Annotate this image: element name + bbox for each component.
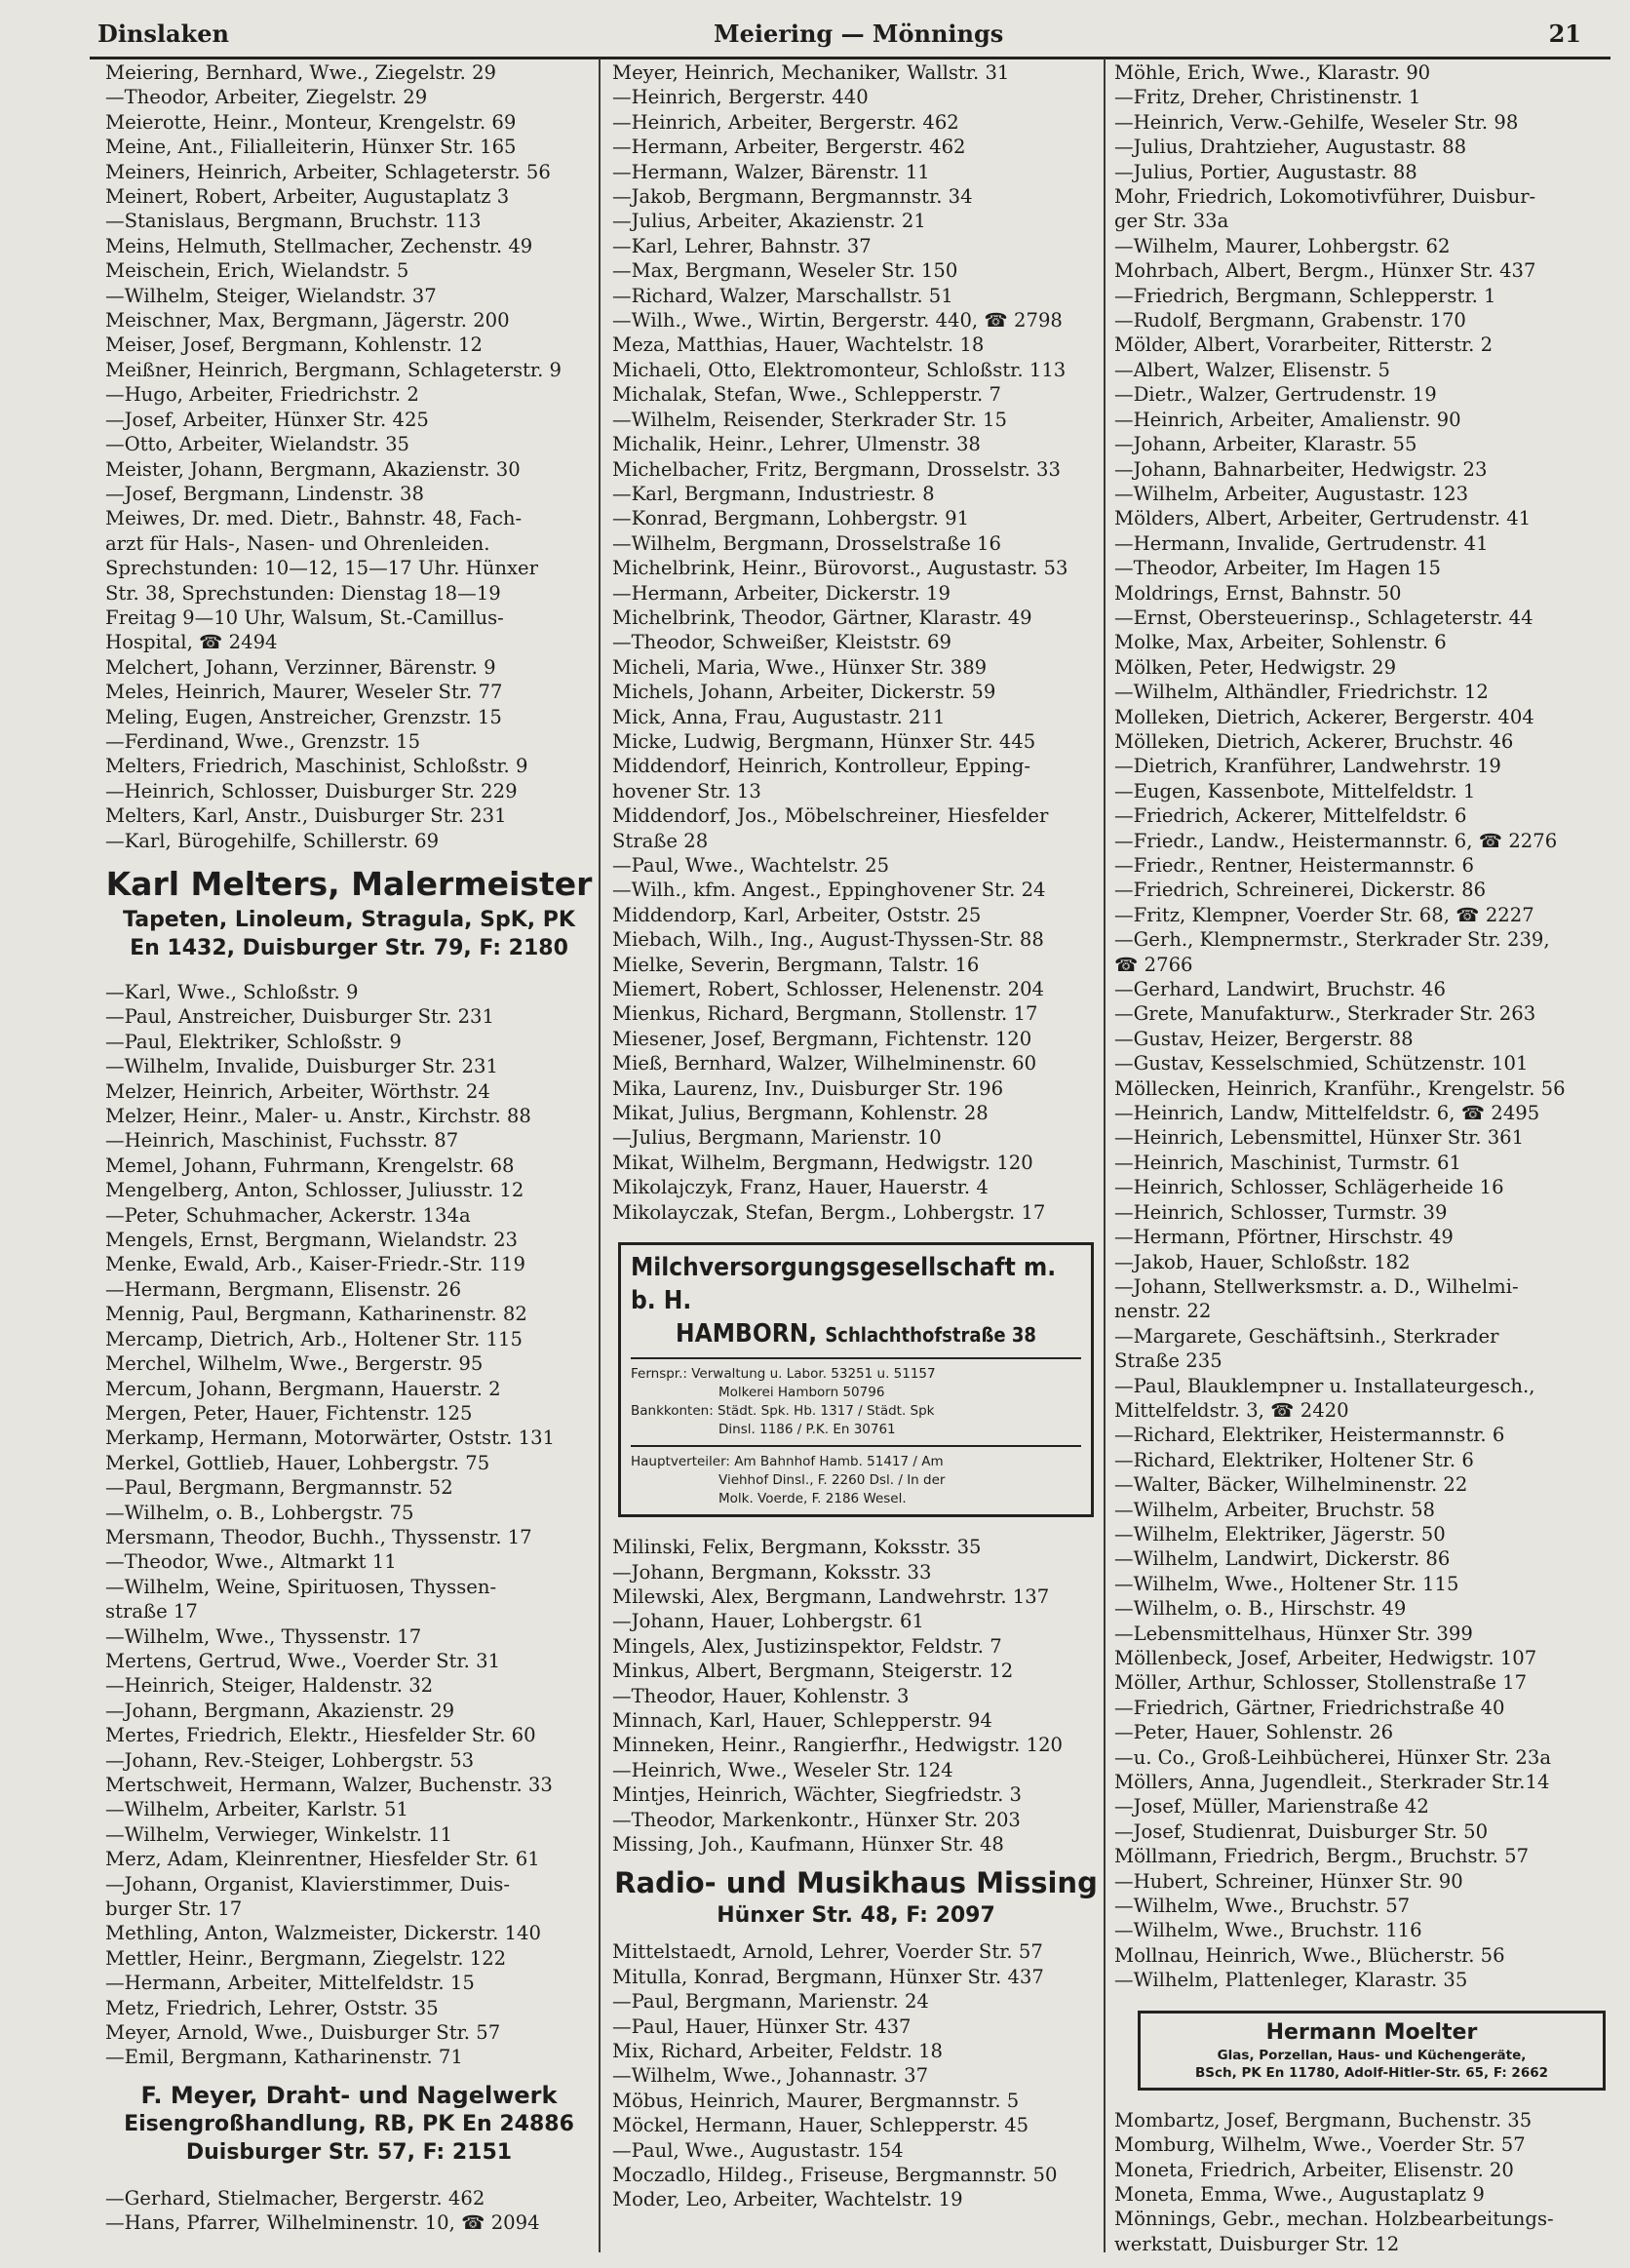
directory-entry: —Wilhelm, Elektriker, Jägerstr. 50 [1114, 1522, 1446, 1545]
directory-entry: Mittelfeldstr. 3, ☎ 2420 [1114, 1398, 1349, 1422]
directory-entry: straße 17 [105, 1600, 198, 1623]
directory-entry: —Gerh., Klempnermstr., Sterkrader Str. 239, [1114, 928, 1550, 952]
directory-entry: —Theodor, Wwe., Altmarkt 11 [105, 1550, 397, 1574]
directory-entry: —Karl, Bergmann, Industriestr. 8 [612, 482, 935, 505]
directory-entry: —Friedrich, Schreinerei, Dickerstr. 86 [1114, 879, 1487, 902]
directory-entry: —Hermann, Walzer, Bärenstr. 11 [612, 160, 930, 183]
directory-entry: —Theodor, Hauer, Kohlenstr. 3 [612, 1684, 910, 1707]
directory-entry: Michelbrink, Theodor, Gärtner, Klarastr. 49 [612, 606, 1032, 629]
directory-entry: Minnach, Karl, Hauer, Schlepperstr. 94 [612, 1708, 992, 1732]
directory-entry: Straße 235 [1114, 1349, 1222, 1373]
directory-entry: —Heinrich, Maschinist, Turmstr. 61 [1114, 1151, 1461, 1174]
directory-entry: Mieß, Bernhard, Walzer, Wilhelminenstr. 60 [612, 1052, 1037, 1075]
directory-entry: —Johann, Rev.-Steiger, Lohbergstr. 53 [105, 1748, 475, 1772]
directory-entry: Mittelstaedt, Arnold, Lehrer, Voerder Str. 57 [612, 1940, 1043, 1964]
directory-entry: Sprechstunden: 10—12, 15—17 Uhr. Hünxer [105, 557, 539, 580]
directory-entry: —Hubert, Schreiner, Hünxer Str. 90 [1114, 1869, 1463, 1893]
directory-entry: Momburg, Wilhelm, Wwe., Voerder Str. 57 [1114, 2133, 1526, 2157]
directory-entry: Meiser, Josef, Bergmann, Kohlenstr. 12 [105, 333, 483, 357]
directory-entry: —Richard, Elektriker, Holtener Str. 6 [1114, 1448, 1474, 1471]
directory-entry: —Wilhelm, Reisender, Sterkrader Str. 15 [612, 408, 1007, 431]
directory-entry: Mitulla, Konrad, Bergmann, Hünxer Str. 437 [612, 1965, 1044, 1988]
directory-entry: —Paul, Anstreicher, Duisburger Str. 231 [105, 1005, 494, 1029]
directory-entry: Mollnau, Heinrich, Wwe., Blücherstr. 56 [1114, 1943, 1505, 1967]
directory-entry: Michelbacher, Fritz, Bergmann, Drosselstr. 33 [612, 457, 1061, 481]
directory-entry: —Paul, Wwe., Wachtelstr. 25 [612, 854, 890, 877]
directory-entry: Michels, Johann, Arbeiter, Dickerstr. 59 [612, 681, 996, 704]
directory-entry: —Richard, Elektriker, Heistermannstr. 6 [1114, 1424, 1505, 1447]
directory-entry: Micheli, Maria, Wwe., Hünxer Str. 389 [612, 655, 988, 679]
directory-entry: —Paul, Hauer, Hünxer Str. 437 [612, 2014, 912, 2038]
directory-entry: Möllers, Anna, Jugendleit., Sterkrader Str.14 [1114, 1771, 1550, 1794]
ad-title: Karl Melters, Malermeister [105, 865, 593, 903]
directory-entry: Miesener, Josef, Bergmann, Fichtenstr. 120 [612, 1027, 1032, 1050]
column-1 [105, 60, 593, 2236]
directory-entry: —Stanislaus, Bergmann, Bruchstr. 113 [105, 210, 482, 233]
directory-entry: —Wilhelm, o. B., Lohbergstr. 75 [105, 1501, 414, 1524]
directory-entry: —Friedr., Landw., Heistermannstr. 6, ☎ 2276 [1114, 829, 1558, 852]
directory-entry: —Gerhard, Landwirt, Bruchstr. 46 [1114, 978, 1446, 1001]
directory-entry: Merchel, Wilhelm, Wwe., Bergerstr. 95 [105, 1352, 484, 1376]
directory-entry: Mingels, Alex, Justizinspektor, Feldstr. 7 [612, 1634, 1002, 1658]
ad-line: Dinsl. 1186 / P.K. En 30761 [718, 1422, 896, 1438]
directory-entry: —Paul, Blauklempner u. Installateurgesch., [1114, 1374, 1535, 1397]
directory-entry: Mikat, Wilhelm, Bergmann, Hedwigstr. 120 [612, 1151, 1033, 1174]
directory-entry: Merkamp, Hermann, Motorwärter, Oststr. 131 [105, 1427, 556, 1450]
directory-entry: —Josef, Bergmann, Lindenstr. 38 [105, 482, 424, 505]
directory-entry: —Wilhelm, Plattenleger, Klarastr. 35 [1114, 1969, 1468, 1992]
column-2 [612, 60, 1100, 2212]
ad-line: Glas, Porzellan, Haus- und Küchengeräte, [1217, 2047, 1527, 2063]
directory-entry: —Theodor, Schweißer, Kleiststr. 69 [612, 631, 951, 654]
directory-entry: —Hermann, Arbeiter, Mittelfeldstr. 15 [105, 1972, 475, 1995]
directory-entry: —Paul, Elektriker, Schloßstr. 9 [105, 1030, 402, 1053]
directory-entry: Mersmann, Theodor, Buchh., Thyssenstr. 17 [105, 1525, 532, 1548]
directory-entry: —Heinrich, Lebensmittel, Hünxer Str. 361 [1114, 1126, 1525, 1150]
directory-entry: —Wilhelm, Arbeiter, Bruchstr. 58 [1114, 1498, 1436, 1521]
directory-entry: —Wilhelm, Wwe., Holtener Str. 115 [1114, 1572, 1459, 1595]
column-3 [1114, 60, 1611, 2256]
directory-entry: —Wilhelm, Verwieger, Winkelstr. 11 [105, 1822, 453, 1846]
directory-entry: Mick, Anna, Frau, Augustastr. 211 [612, 705, 946, 728]
directory-entry: —Paul, Wwe., Augustastr. 154 [612, 2138, 904, 2162]
directory-entry: —Josef, Arbeiter, Hünxer Str. 425 [105, 408, 429, 431]
directory-entry: Meles, Heinrich, Maurer, Weseler Str. 77 [105, 681, 503, 704]
directory-entry: Mix, Richard, Arbeiter, Feldstr. 18 [612, 2040, 944, 2062]
directory-entry: Michalik, Heinr., Lehrer, Ulmenstr. 38 [612, 433, 981, 456]
directory-entry: —Friedr., Rentner, Heistermannstr. 6 [1114, 854, 1474, 877]
directory-entry: Methling, Anton, Walzmeister, Dickerstr. 140 [105, 1922, 541, 1945]
directory-entry: Miemert, Robert, Schlosser, Helenenstr. 204 [612, 978, 1045, 1001]
directory-entry: Mertes, Friedrich, Elektr., Hiesfelder Str. 60 [105, 1724, 536, 1747]
directory-entry: —Fritz, Klempner, Voerder Str. 68, ☎ 2227 [1114, 903, 1534, 926]
directory-entry: Mergen, Peter, Hauer, Fichtenstr. 125 [105, 1401, 473, 1425]
directory-entry: Möllenbeck, Josef, Arbeiter, Hedwigstr. 107 [1114, 1647, 1537, 1669]
directory-entry: Meza, Matthias, Hauer, Wachtelstr. 18 [612, 333, 985, 357]
directory-entry: —Heinrich, Maschinist, Fuchsstr. 87 [105, 1129, 459, 1153]
directory-entry: —Eugen, Kassenbote, Mittelfeldstr. 1 [1114, 779, 1476, 802]
directory-entry: —Ernst, Obersteuerinsp., Schlageterstr. 44 [1114, 606, 1533, 629]
directory-entry: —Theodor, Arbeiter, Ziegelstr. 29 [105, 86, 428, 109]
directory-entry: —Ferdinand, Wwe., Grenzstr. 15 [105, 729, 421, 753]
directory-entry: Melzer, Heinrich, Arbeiter, Wörthstr. 24 [105, 1079, 490, 1103]
directory-entry: —Heinrich, Bergerstr. 440 [612, 86, 869, 109]
directory-entry: burger Str. 17 [105, 1897, 243, 1921]
directory-entry: Meinert, Robert, Arbeiter, Augustaplatz 3 [105, 185, 510, 209]
directory-entry: Menke, Ewald, Arb., Kaiser-Friedr.-Str. 119 [105, 1253, 525, 1276]
directory-entry: Melzer, Heinr., Maler- u. Anstr., Kirchstr. 88 [105, 1105, 531, 1128]
directory-entry: Hospital, ☎ 2494 [105, 631, 278, 654]
directory-entry: —u. Co., Groß-Leihbücherei, Hünxer Str. 23a [1114, 1745, 1551, 1769]
directory-entry: Mölleken, Dietrich, Ackerer, Bruchstr. 46 [1114, 729, 1514, 753]
ad-line: Eisengroßhandlung, RB, PK En 24886 [124, 2111, 574, 2136]
directory-entry: ger Str. 33a [1114, 210, 1229, 233]
directory-entry: —Wilhelm, Invalide, Duisburger Str. 231 [105, 1055, 498, 1078]
directory-entry: Meister, Johann, Bergmann, Akazienstr. 30 [105, 457, 521, 481]
directory-entry: Mercamp, Dietrich, Arb., Holtener Str. 115 [105, 1327, 523, 1350]
ad-line: BSch, PK En 11780, Adolf-Hitler-Str. 65, F: 2662 [1194, 2064, 1549, 2081]
directory-entry: —Wilh., kfm. Angest., Eppinghovener Str. 24 [612, 879, 1046, 902]
directory-entry: —Friedrich, Ackerer, Mittelfeldstr. 6 [1114, 804, 1467, 828]
directory-entry: —Hermann, Arbeiter, Bergerstr. 462 [612, 136, 966, 159]
directory-entry: Miebach, Wilh., Ing., August-Thyssen-Str. 88 [612, 928, 1044, 952]
directory-entry: Mikat, Julius, Bergmann, Kohlenstr. 28 [612, 1102, 989, 1125]
directory-entry: Meyer, Arnold, Wwe., Duisburger Str. 57 [105, 2021, 501, 2045]
directory-entry: Meißner, Heinrich, Bergmann, Schlageterstr. 9 [105, 358, 563, 381]
directory-entry: —Dietr., Walzer, Gertrudenstr. 19 [1114, 383, 1437, 407]
directory-entry: Minkus, Albert, Bergmann, Steigerstr. 12 [612, 1660, 1014, 1683]
ad-line: Tapeten, Linoleum, Stragula, SpK, PK [123, 908, 575, 932]
header-city: Dinslaken [97, 20, 229, 48]
directory-entry: Möllecken, Heinrich, Kranführ., Krengelstr. 56 [1114, 1076, 1566, 1100]
ad-line: Molkerei Hamborn 50796 [718, 1385, 885, 1401]
directory-entry: Mertens, Gertrud, Wwe., Voerder Str. 31 [105, 1649, 501, 1672]
directory-entry: ☎ 2766 [1114, 953, 1193, 976]
directory-entry: —Otto, Arbeiter, Wielandstr. 35 [105, 433, 410, 456]
directory-entry: —Wilhelm, Wwe., Bruchstr. 116 [1114, 1919, 1422, 1942]
directory-entry: —Heinrich, Arbeiter, Amalienstr. 90 [1114, 408, 1461, 431]
directory-entry: —Hans, Pfarrer, Wilhelminenstr. 10, ☎ 2094 [105, 2211, 540, 2235]
directory-entry: —Wilhelm, Bergmann, Drosselstraße 16 [612, 531, 1001, 555]
directory-entry: Memel, Johann, Fuhrmann, Krengelstr. 68 [105, 1154, 515, 1177]
directory-entry: Möckel, Hermann, Hauer, Schlepperstr. 45 [612, 2114, 1029, 2137]
directory-entry: —Johann, Hauer, Lohbergstr. 61 [612, 1610, 924, 1633]
directory-entry: Mönnings, Gebr., mechan. Holzbearbeitungs- [1114, 2208, 1554, 2231]
directory-entry: —Peter, Hauer, Sohlenstr. 26 [1114, 1721, 1394, 1744]
directory-entry: Michalak, Stefan, Wwe., Schlepperstr. 7 [612, 383, 1001, 407]
directory-entry: —Wilhelm, o. B., Hirschstr. 49 [1114, 1597, 1407, 1621]
directory-entry: Meischein, Erich, Wielandstr. 5 [105, 259, 409, 283]
directory-entry: —Friedrich, Gärtner, Friedrichstraße 40 [1114, 1696, 1505, 1719]
directory-entry: —Julius, Drahtzieher, Augustastr. 88 [1114, 136, 1467, 159]
directory-entry: Möller, Arthur, Schlosser, Stollenstraße 17 [1114, 1671, 1528, 1695]
directory-entry: —Wilh., Wwe., Wirtin, Bergerstr. 440, ☎ 2798 [612, 309, 1063, 332]
directory-entry: —Heinrich, Landw, Mittelfeldstr. 6, ☎ 2495 [1114, 1102, 1540, 1125]
directory-entry: —Heinrich, Wwe., Weseler Str. 124 [612, 1758, 953, 1781]
directory-entry: Mengels, Ernst, Bergmann, Wielandstr. 23 [105, 1229, 519, 1252]
ad-street: Schlachthofstraße 38 [825, 1323, 1036, 1348]
directory-entry: —Hugo, Arbeiter, Friedrichstr. 2 [105, 383, 419, 407]
directory-entry: —Gerhard, Stielmacher, Bergerstr. 462 [105, 2186, 485, 2209]
directory-entry: Mercum, Johann, Bergmann, Hauerstr. 2 [105, 1377, 501, 1400]
directory-entry: —Peter, Schuhmacher, Ackerstr. 134a [105, 1203, 471, 1227]
ad-city: HAMBORN, [676, 1319, 818, 1349]
directory-entry: Melters, Friedrich, Maschinist, Schloßstr. 9 [105, 755, 528, 778]
directory-entry: —Friedrich, Bergmann, Schlepperstr. 1 [1114, 284, 1496, 307]
page-header [90, 18, 1611, 59]
directory-entry: —Richard, Walzer, Marschallstr. 51 [612, 284, 953, 307]
directory-entry: —Karl, Wwe., Schloßstr. 9 [105, 981, 359, 1003]
directory-entry: —Lebensmittelhaus, Hünxer Str. 399 [1114, 1622, 1473, 1645]
directory-entry: —Karl, Lehrer, Bahnstr. 37 [612, 234, 872, 257]
directory-entry: —Johann, Arbeiter, Klarastr. 55 [1114, 433, 1417, 456]
directory-entry: —Jakob, Hauer, Schloßstr. 182 [1114, 1250, 1411, 1273]
directory-entry: —Theodor, Arbeiter, Im Hagen 15 [1114, 557, 1441, 580]
directory-entry: —Johann, Bergmann, Akazienstr. 29 [105, 1699, 455, 1722]
directory-entry: —Paul, Bergmann, Marienstr. 24 [612, 1990, 929, 2014]
column-divider [599, 59, 601, 2252]
ad-line: Molk. Voerde, F. 2186 Wesel. [718, 1491, 907, 1507]
ad-title: F. Meyer, Draht- und Nagelwerk [140, 2081, 558, 2109]
directory-entry: —Margarete, Geschäftsinh., Sterkrader [1114, 1324, 1499, 1348]
directory-entry: —Emil, Bergmann, Katharinenstr. 71 [105, 2046, 463, 2069]
directory-entry: Möllmann, Friedrich, Bergm., Bruchstr. 57 [1114, 1845, 1530, 1868]
ad-line: En 1432, Duisburger Str. 79, F: 2180 [130, 936, 568, 960]
directory-entry: —Wilhelm, Landwirt, Dickerstr. 86 [1114, 1547, 1451, 1571]
directory-entry: —Rudolf, Bergmann, Grabenstr. 170 [1114, 309, 1466, 332]
directory-entry: —Grete, Manufakturw., Sterkrader Str. 263 [1114, 1002, 1536, 1026]
directory-entry: Minneken, Heinr., Rangierfhr., Hedwigstr. 120 [612, 1734, 1064, 1757]
directory-entry: —Heinrich, Verw.-Gehilfe, Weseler Str. 98 [1114, 110, 1519, 134]
directory-entry: —Konrad, Bergmann, Lohbergstr. 91 [612, 507, 970, 530]
directory-entry: Middendorf, Jos., Möbelschreiner, Hiesfelder [612, 804, 1049, 828]
directory-entry: Meierotte, Heinr., Monteur, Krengelstr. 69 [105, 110, 517, 134]
directory-entry: —Dietrich, Kranführer, Landwehrstr. 19 [1114, 755, 1501, 778]
ad-line: Viehhof Dinsl., F. 2260 Dsl. / In der [718, 1472, 946, 1489]
directory-entry: Mengelberg, Anton, Schlosser, Juliusstr. 12 [105, 1179, 524, 1202]
directory-entry: Freitag 9—10 Uhr, Walsum, St.-Camillus- [105, 606, 504, 629]
directory-entry: Möhle, Erich, Wwe., Klarastr. 90 [1114, 61, 1431, 84]
ad-title: Hermann Moelter [1265, 2019, 1478, 2045]
directory-entry: Meyer, Heinrich, Mechaniker, Wallstr. 31 [612, 61, 1010, 84]
ad-title: Milchversorgungsgesellschaft m. b. H. [631, 1253, 1057, 1316]
directory-entry: Meins, Helmuth, Stellmacher, Zechenstr. 49 [105, 234, 533, 257]
directory-entry: Meine, Ant., Filialleiterin, Hünxer Str. 165 [105, 136, 517, 159]
directory-entry: —Hermann, Pförtner, Hirschstr. 49 [1114, 1226, 1454, 1249]
directory-entry: —Heinrich, Schlosser, Schlägerheide 16 [1114, 1176, 1504, 1199]
directory-entry: Straße 28 [612, 829, 709, 852]
directory-entry: Mielke, Severin, Bergmann, Talstr. 16 [612, 953, 980, 976]
directory-entry: Mennig, Paul, Bergmann, Katharinenstr. 82 [105, 1303, 527, 1326]
directory-entry: nenstr. 22 [1114, 1300, 1212, 1323]
directory-entry: Meiwes, Dr. med. Dietr., Bahnstr. 48, Fach- [105, 507, 523, 530]
directory-entry: —Josef, Studienrat, Duisburger Str. 50 [1114, 1819, 1489, 1843]
directory-entry: Merz, Adam, Kleinrentner, Hiesfelder Str. 61 [105, 1848, 540, 1871]
directory-entry: —Wilhelm, Wwe., Thyssenstr. 17 [105, 1624, 422, 1648]
ad-hermann-moelter [1138, 2011, 1606, 2091]
directory-entry: Middendorf, Heinrich, Kontrolleur, Epping- [612, 755, 1031, 778]
directory-entry: —Hermann, Invalide, Gertrudenstr. 41 [1114, 531, 1489, 555]
directory-entry: —Walter, Bäcker, Wilhelminenstr. 22 [1114, 1473, 1468, 1497]
directory-entry: —Fritz, Dreher, Christinenstr. 1 [1114, 86, 1421, 109]
directory-entry: —Wilhelm, Althändler, Friedrichstr. 12 [1114, 681, 1489, 704]
directory-entry: —Heinrich, Steiger, Haldenstr. 32 [105, 1674, 434, 1698]
directory-entry: —Hermann, Bergmann, Elisenstr. 26 [105, 1277, 462, 1301]
ad-title: Radio- und Musikhaus Missing [614, 1866, 1098, 1900]
directory-entry: —Max, Bergmann, Weseler Str. 150 [612, 259, 958, 283]
directory-entry: Mölder, Albert, Vorarbeiter, Ritterstr. 2 [1114, 333, 1494, 357]
directory-entry: Mintjes, Heinrich, Wächter, Siegfriedstr. 3 [612, 1783, 1023, 1807]
directory-entry: —Wilhelm, Steiger, Wielandstr. 37 [105, 284, 437, 307]
directory-entry: Meischner, Max, Bergmann, Jägerstr. 200 [105, 309, 510, 332]
header-range: Meiering — Mönnings [714, 20, 1004, 48]
directory-entry: Moneta, Friedrich, Arbeiter, Elisenstr. 20 [1114, 2158, 1514, 2181]
directory-entry: —Albert, Walzer, Elisenstr. 5 [1114, 358, 1390, 381]
directory-entry: —Karl, Bürogehilfe, Schillerstr. 69 [105, 829, 440, 852]
directory-entry: Molke, Max, Arbeiter, Sohlenstr. 6 [1114, 631, 1447, 654]
directory-entry: Meiering, Bernhard, Wwe., Ziegelstr. 29 [105, 61, 497, 84]
directory-entry: —Hermann, Arbeiter, Dickerstr. 19 [612, 581, 951, 605]
directory-entry: —Wilhelm, Arbeiter, Karlstr. 51 [105, 1798, 408, 1821]
directory-entry: Middendorp, Karl, Arbeiter, Oststr. 25 [612, 903, 982, 926]
column-divider [1104, 59, 1106, 2252]
directory-entry: Mölders, Albert, Arbeiter, Gertrudenstr. 41 [1114, 507, 1532, 530]
directory-entry: Moczadlo, Hildeg., Friseuse, Bergmannstr. 50 [612, 2164, 1058, 2187]
directory-entry: Moder, Leo, Arbeiter, Wachtelstr. 19 [612, 2188, 963, 2211]
directory-entry: Moldrings, Ernst, Bahnstr. 50 [1114, 581, 1402, 605]
directory-entry: hovener Str. 13 [612, 779, 761, 802]
directory-entry: Str. 38, Sprechstunden: Dienstag 18—19 [105, 581, 501, 605]
directory-entry: Milinski, Felix, Bergmann, Koksstr. 35 [612, 1536, 982, 1559]
directory-entry: Mombartz, Josef, Bergmann, Buchenstr. 35 [1114, 2108, 1533, 2131]
ad-line: Fernspr.: Verwaltung u. Labor. 53251 u. 51157 [631, 1366, 936, 1383]
directory-entry: —Gustav, Heizer, Bergerstr. 88 [1114, 1027, 1414, 1050]
directory-entry: —Wilhelm, Maurer, Lohbergstr. 62 [1114, 234, 1451, 257]
directory-entry: Mikolayczak, Stefan, Bergm., Lohbergstr. 17 [612, 1200, 1046, 1224]
ad-line: Duisburger Str. 57, F: 2151 [185, 2139, 513, 2165]
directory-entry: Melters, Karl, Anstr., Duisburger Str. 231 [105, 804, 507, 828]
directory-entry: arzt für Hals-, Nasen- und Ohrenleiden. [105, 531, 490, 555]
ad-karl-melters [105, 863, 593, 962]
directory-entry: Moneta, Emma, Wwe., Augustaplatz 9 [1114, 2182, 1485, 2206]
directory-entry: Michaeli, Otto, Elektromonteur, Schloßstr. 113 [612, 358, 1067, 381]
directory-entry: Metz, Friedrich, Lehrer, Oststr. 35 [105, 1996, 439, 2019]
directory-entry: Micke, Ludwig, Bergmann, Hünxer Str. 445 [612, 729, 1036, 753]
directory-entry: Mölken, Peter, Hedwigstr. 29 [1114, 655, 1397, 679]
directory-entry: Melchert, Johann, Verzinner, Bärenstr. 9 [105, 655, 496, 679]
directory-entry: —Wilhelm, Wwe., Johannastr. 37 [612, 2064, 929, 2088]
directory-entry: —Josef, Müller, Marienstraße 42 [1114, 1795, 1429, 1818]
directory-entry: Missing, Joh., Kaufmann, Hünxer Str. 48 [612, 1832, 1004, 1856]
ad-line: Hauptverteiler: Am Bahnhof Hamb. 51417 / Am [631, 1454, 944, 1470]
directory-entry: Mertschweit, Hermann, Walzer, Buchenstr. 33 [105, 1774, 553, 1796]
directory-entry: —Heinrich, Schlosser, Turmstr. 39 [1114, 1200, 1448, 1224]
directory-entry: Meiners, Heinrich, Arbeiter, Schlageterstr. 56 [105, 160, 551, 183]
directory-entry: —Paul, Bergmann, Bergmannstr. 52 [105, 1476, 453, 1500]
directory-entry: werkstatt, Duisburger Str. 12 [1114, 2232, 1400, 2255]
ad-milchversorgung [618, 1242, 1094, 1517]
directory-entry: —Wilhelm, Weine, Spirituosen, Thyssen- [105, 1575, 497, 1598]
directory-entry: —Wilhelm, Wwe., Bruchstr. 57 [1114, 1895, 1411, 1918]
ad-f-meyer [105, 2082, 593, 2167]
directory-entry: —Wilhelm, Arbeiter, Augustastr. 123 [1114, 482, 1469, 505]
directory-entry: Michelbrink, Heinr., Bürovorst., Augustastr. 53 [612, 557, 1068, 580]
directory-entry: Mika, Laurenz, Inv., Duisburger Str. 196 [612, 1076, 1004, 1100]
directory-entry: Milewski, Alex, Bergmann, Landwehrstr. 137 [612, 1584, 1050, 1608]
directory-entry: —Jakob, Bergmann, Bergmannstr. 34 [612, 185, 973, 209]
directory-entry: —Julius, Arbeiter, Akazienstr. 21 [612, 210, 926, 233]
directory-entry: Molleken, Dietrich, Ackerer, Bergerstr. 404 [1114, 705, 1534, 728]
directory-entry: Möbus, Heinrich, Maurer, Bergmannstr. 5 [612, 2089, 1020, 2112]
directory-entry: —Heinrich, Arbeiter, Bergerstr. 462 [612, 110, 959, 134]
directory-entry: —Theodor, Markenkontr., Hünxer Str. 203 [612, 1808, 1021, 1831]
directory-entry: —Julius, Portier, Augustastr. 88 [1114, 160, 1417, 183]
directory-entry: —Julius, Bergmann, Marienstr. 10 [612, 1126, 942, 1150]
directory-entry: Mikolajczyk, Franz, Hauer, Hauerstr. 4 [612, 1176, 989, 1199]
directory-entry: Mettler, Heinr., Bergmann, Ziegelstr. 122 [105, 1946, 507, 1970]
directory-entry: Mohrbach, Albert, Bergm., Hünxer Str. 437 [1114, 259, 1536, 283]
directory-entry: Mienkus, Richard, Bergmann, Stollenstr. 17 [612, 1002, 1038, 1026]
ad-radio-missing [612, 1864, 1100, 1930]
directory-entry: —Johann, Bahnarbeiter, Hedwigstr. 23 [1114, 457, 1488, 481]
directory-entry: —Johann, Bergmann, Koksstr. 33 [612, 1560, 932, 1584]
directory-entry: Meling, Eugen, Anstreicher, Grenzstr. 15 [105, 705, 502, 728]
directory-entry: —Johann, Stellwerksmstr. a. D., Wilhelmi- [1114, 1274, 1519, 1298]
ad-line: Bankkonten: Städt. Spk. Hb. 1317 / Städt. Spk [631, 1403, 935, 1420]
directory-entry: —Gustav, Kesselschmied, Schützenstr. 101 [1114, 1052, 1529, 1075]
directory-entry: —Heinrich, Schlosser, Duisburger Str. 229 [105, 779, 518, 802]
ad-line: Hünxer Str. 48, F: 2097 [717, 1903, 995, 1929]
directory-entry: —Johann, Organist, Klavierstimmer, Duis- [105, 1872, 510, 1896]
directory-entry: Merkel, Gottlieb, Hauer, Lohbergstr. 75 [105, 1451, 490, 1474]
page-number: 21 [1548, 20, 1581, 48]
directory-entry: Mohr, Friedrich, Lokomotivführer, Duisbur- [1114, 185, 1536, 209]
